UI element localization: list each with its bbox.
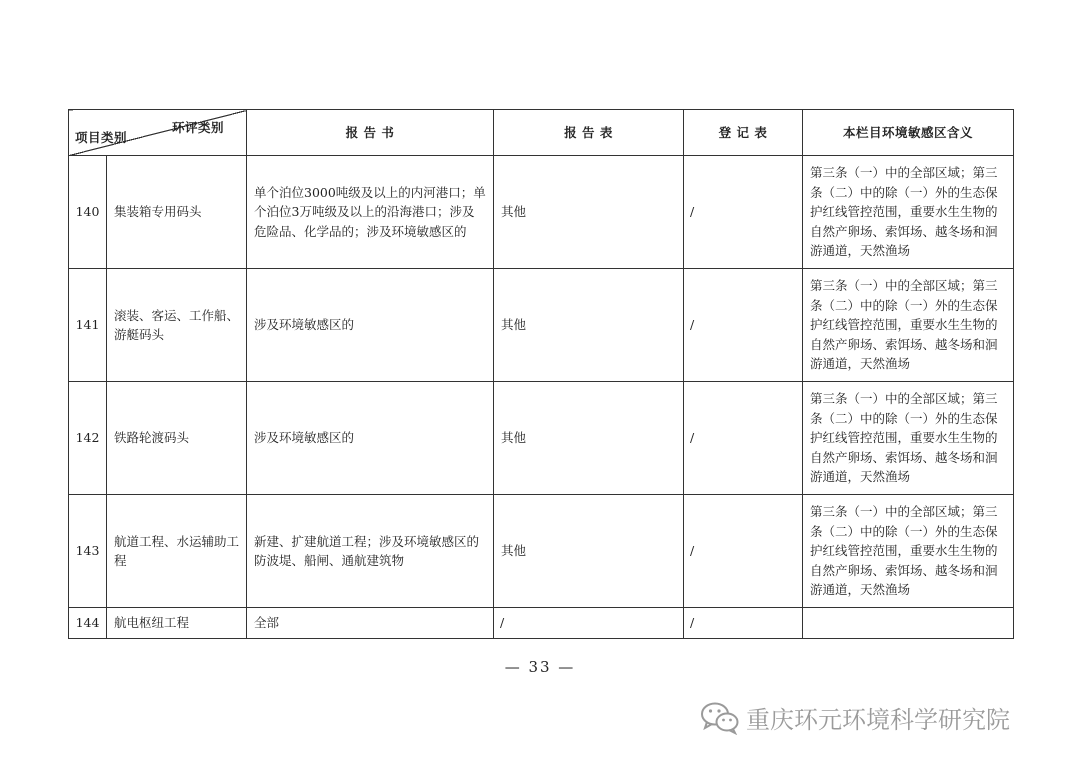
table-row (69, 382, 1014, 495)
header-register-form: 登 记 表 (684, 110, 803, 156)
diagonal-header-cell (69, 110, 247, 156)
table-header-row (69, 110, 1014, 156)
sensitive-area-cell (803, 608, 1014, 639)
header-report-form: 报 告 表 (494, 110, 684, 156)
register-cell: / (684, 269, 803, 382)
header-report-book: 报 告 书 (247, 110, 494, 156)
row-number: 144 (69, 608, 107, 639)
register-cell: / (684, 382, 803, 495)
table-row (69, 495, 1014, 608)
watermark (700, 700, 1010, 735)
report-form-cell: 其他 (494, 156, 684, 269)
project-name: 航道工程、水运辅助工程 (107, 495, 247, 608)
page-number: — 33 — (504, 658, 576, 676)
table-row (69, 608, 1014, 639)
project-name: 铁路轮渡码头 (107, 382, 247, 495)
sensitive-area-cell: 第三条（一）中的全部区域；第三条（二）中的除（一）外的生态保护红线管控范围，重要水生生物的自然产卵场、索饵场、越冬场和洄游通道，天然渔场 (803, 382, 1014, 495)
project-name: 滚装、客运、工作船、游艇码头 (107, 269, 247, 382)
project-name: 航电枢纽工程 (107, 608, 247, 639)
report-form-cell: / (494, 608, 684, 639)
register-cell: / (684, 608, 803, 639)
report-book-cell: 涉及环境敏感区的 (247, 382, 494, 495)
report-form-cell: 其他 (494, 269, 684, 382)
sensitive-area-cell: 第三条（一）中的全部区域；第三条（二）中的除（一）外的生态保护红线管控范围，重要水生生物的自然产卵场、索饵场、越冬场和洄游通道，天然渔场 (803, 156, 1014, 269)
watermark-text: 重庆环元环境科学研究院 (746, 706, 1010, 734)
report-form-cell: 其他 (494, 495, 684, 608)
sensitive-area-cell: 第三条（一）中的全部区域；第三条（二）中的除（一）外的生态保护红线管控范围，重要水生生物的自然产卵场、索饵场、越冬场和洄游通道，天然渔场 (803, 269, 1014, 382)
row-number: 142 (69, 382, 107, 495)
register-cell: / (684, 156, 803, 269)
row-number: 141 (69, 269, 107, 382)
report-book-cell: 涉及环境敏感区的 (247, 269, 494, 382)
project-name: 集装箱专用码头 (107, 156, 247, 269)
wechat-icon (700, 701, 740, 735)
header-sensitive-area: 本栏目环境敏感区含义 (803, 110, 1014, 156)
register-cell: / (684, 495, 803, 608)
row-number: 143 (69, 495, 107, 608)
header-project-category: 项目类别 (75, 129, 128, 145)
table-row (69, 156, 1014, 269)
header-eia-category: 环评类别 (171, 120, 224, 135)
classification-table (68, 109, 1014, 639)
row-number: 140 (69, 156, 107, 269)
table-row (69, 269, 1014, 382)
report-book-cell: 单个泊位3000吨级及以上的内河港口；单个泊位3万吨级及以上的沿海港口；涉及危险品、化学品的；涉及环境敏感区的 (247, 156, 494, 269)
report-book-cell: 新建、扩建航道工程；涉及环境敏感区的防波堤、船闸、通航建筑物 (247, 495, 494, 608)
report-form-cell: 其他 (494, 382, 684, 495)
sensitive-area-cell: 第三条（一）中的全部区域；第三条（二）中的除（一）外的生态保护红线管控范围，重要水生生物的自然产卵场、索饵场、越冬场和洄游通道，天然渔场 (803, 495, 1014, 608)
report-book-cell: 全部 (247, 608, 494, 639)
